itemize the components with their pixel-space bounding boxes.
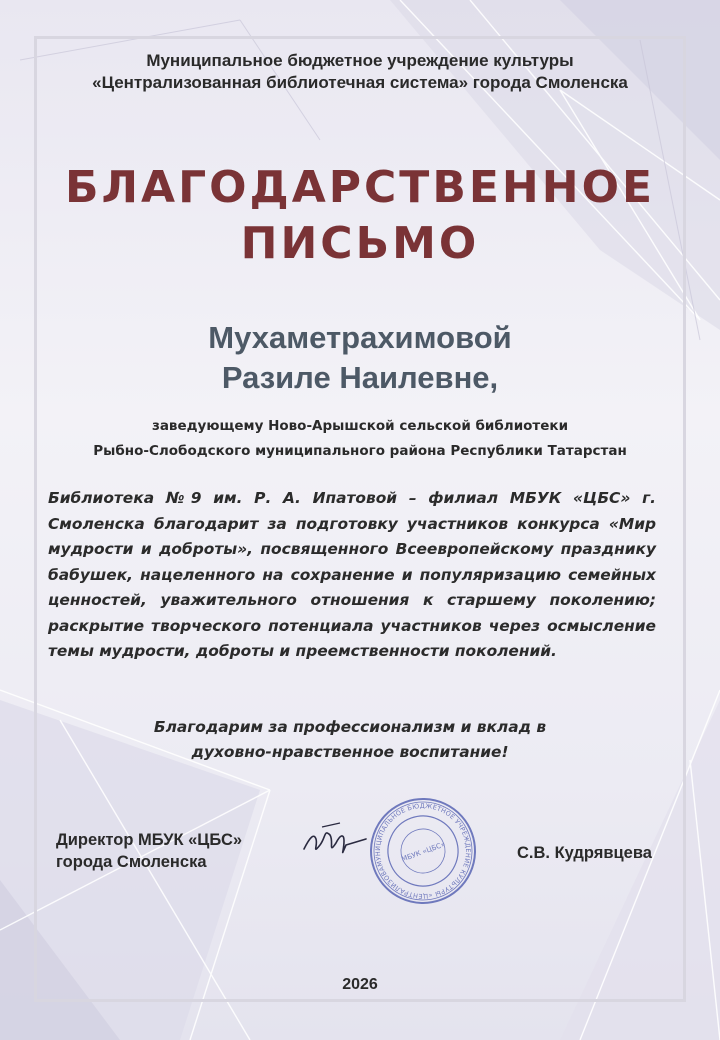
recipient-given-names: Разиле Наилевне, xyxy=(221,360,499,395)
svg-text:МБУК «ЦБС»: МБУК «ЦБС» xyxy=(400,840,447,864)
recipient-name xyxy=(0,318,720,398)
organization-line-1: Муниципальное бюджетное учреждение культуры xyxy=(146,51,574,70)
handwritten-signature xyxy=(300,815,370,865)
official-stamp xyxy=(368,796,478,906)
signatory-title-line-2: города Смоленска xyxy=(56,853,207,871)
closing-line-1: Благодарим за профессионализм и вклад в xyxy=(153,718,547,736)
svg-text:МУНИЦИПАЛЬНОЕ БЮДЖЕТНОЕ УЧРЕЖД: МУНИЦИПАЛЬНОЕ БЮДЖЕТНОЕ УЧРЕЖДЕНИЕ КУЛЬТУРЫ «ЦЕНТРАЛИЗОВАННАЯ xyxy=(373,801,473,901)
organization-header xyxy=(0,50,720,94)
position-line-2: Рыбно-Слободского муниципального района Республики Татарстан xyxy=(93,443,627,459)
signatory-title xyxy=(56,829,242,873)
signatory-title-line-1: Директор МБУК «ЦБС» xyxy=(56,831,243,849)
closing-thanks xyxy=(0,715,700,765)
letter-title xyxy=(0,160,720,272)
recipient-position xyxy=(0,414,720,464)
letter-body: Библиотека №9 им. Р. А. Ипатовой – филиал МБУК «ЦБС» г. Смоленска благодарит за подготовку участников конкурса «Мир мудрости и доброты», посвященного Всеевропейскому празднику бабушек, нацеленного на сохранение и популяризацию семейных ценностей, уважительного отношения к старшему поколению; раскрытие творческого потенциала участников через осмысление темы мудрости, доброты и преемственности поколений. xyxy=(48,489,656,660)
organization-line-2: «Централизованная библиотечная система» города Смоленска xyxy=(92,73,628,92)
title-line-1: БЛАГОДАРСТВЕННОЕ xyxy=(64,162,656,213)
document-year: 2026 xyxy=(342,976,378,993)
position-line-1: заведующему Ново-Арышской сельской библиотеки xyxy=(151,418,569,434)
signatory-name: С.В. Кудрявцева xyxy=(517,844,652,862)
title-line-2: ПИСЬМО xyxy=(240,218,480,269)
recipient-surname: Мухаметрахимовой xyxy=(208,320,512,355)
closing-line-2: духовно-нравственное воспитание! xyxy=(191,743,509,761)
